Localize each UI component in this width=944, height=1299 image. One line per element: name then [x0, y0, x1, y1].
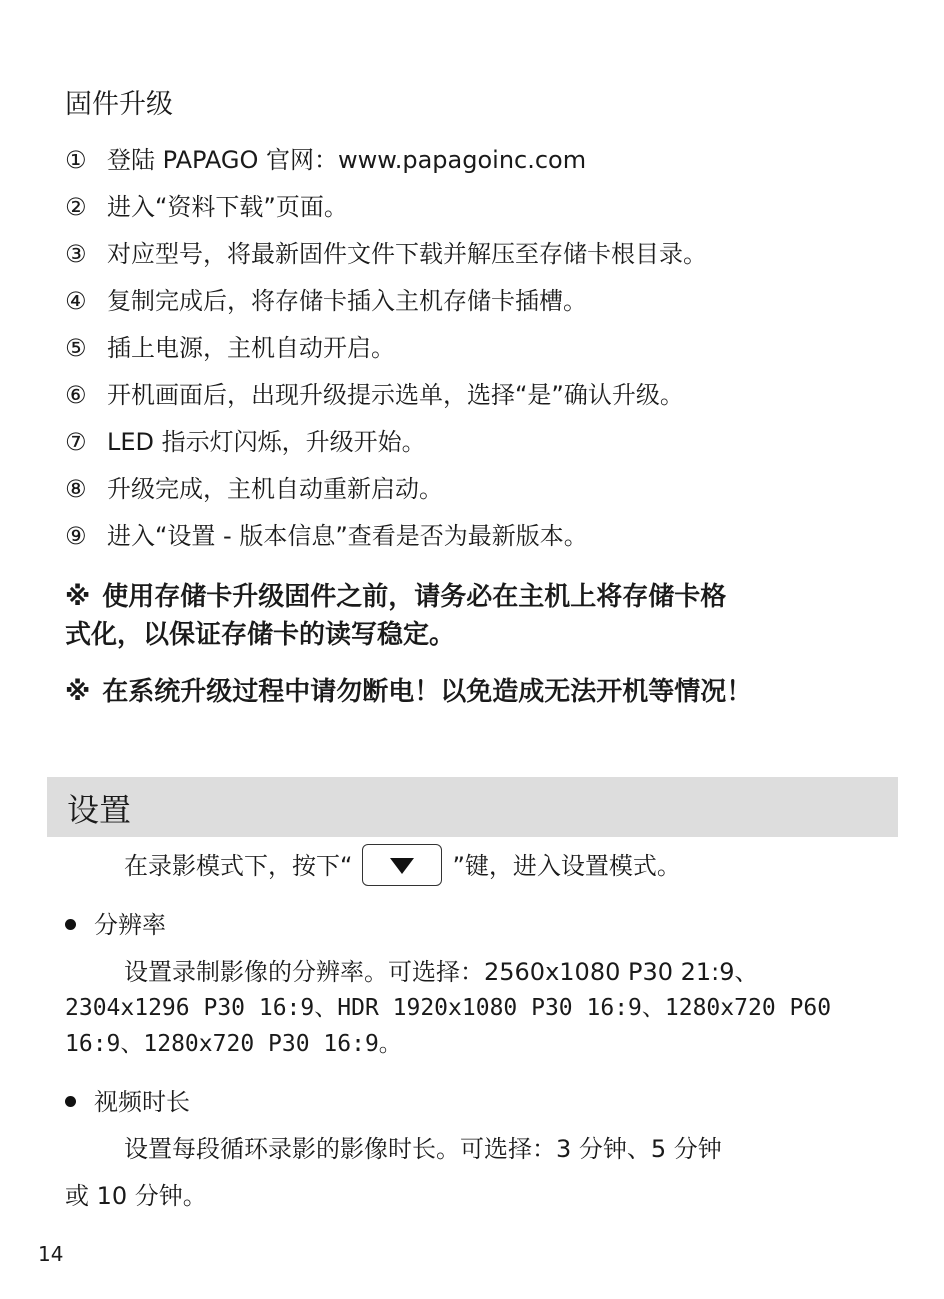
- page-number: 14: [38, 1242, 64, 1266]
- step-number: ⑥: [65, 381, 87, 409]
- step-text: 进入“资料下载”页面。: [107, 193, 348, 221]
- bullet-duration: [65, 1084, 190, 1120]
- note-text: 式化，以保证存储卡的读写稳定。: [65, 620, 456, 650]
- resolution-desc-line1: [124, 955, 759, 989]
- intro-text: ”键，进入设置模式。: [452, 852, 681, 880]
- step-number: ①: [65, 146, 87, 174]
- step-1: [65, 143, 586, 177]
- section-title-firmware-upgrade: 固件升级: [65, 89, 173, 120]
- step-text: 复制完成后，将存储卡插入主机存储卡插槽。: [107, 287, 587, 315]
- step-8: [65, 472, 443, 506]
- desc-text: 设置录制影像的分辨率。可选择：2560x1080 P30 21:9、: [124, 958, 759, 986]
- duration-desc-line2: 或 10 分钟。: [65, 1182, 207, 1210]
- step-text: 插上电源，主机自动开启。: [107, 334, 395, 362]
- step-number: ②: [65, 193, 87, 221]
- step-number: ⑧: [65, 475, 87, 503]
- step-text: 登陆 PAPAGO 官网：www.papagoinc.com: [107, 146, 587, 174]
- step-3: [65, 237, 707, 271]
- note-mark: ※: [65, 677, 91, 707]
- step-number: ⑤: [65, 334, 87, 362]
- note-text: 使用存储卡升级固件之前，请务必在主机上将存储卡格: [102, 582, 727, 612]
- intro-text: 在录影模式下，按下“: [124, 852, 353, 880]
- note-text: 在系统升级过程中请勿断电！以免造成无法开机等情况！: [102, 677, 753, 707]
- section-title-settings: 设置: [67, 791, 132, 829]
- step-number: ⑦: [65, 428, 87, 456]
- step-4: [65, 284, 587, 318]
- down-triangle-icon: [390, 858, 414, 874]
- settings-intro: [124, 844, 681, 888]
- step-number: ③: [65, 240, 87, 268]
- warning-note-format: [65, 578, 726, 654]
- note-mark: ※: [65, 582, 91, 612]
- step-text: 升级完成，主机自动重新启动。: [107, 475, 443, 503]
- step-number: ⑨: [65, 522, 87, 550]
- step-9: [65, 519, 588, 553]
- step-7: [65, 425, 426, 459]
- step-text: 对应型号，将最新固件文件下载并解压至存储卡根目录。: [107, 240, 707, 268]
- step-2: [65, 190, 348, 224]
- step-text: LED 指示灯闪烁，升级开始。: [107, 428, 426, 456]
- bullet-icon: [65, 1096, 76, 1107]
- step-number: ④: [65, 287, 87, 315]
- resolution-desc-line3: 16:9、1280x720 P30 16:9。: [65, 1031, 402, 1057]
- bullet-resolution: [65, 907, 166, 943]
- section-header-settings: [47, 777, 898, 837]
- down-key: [362, 844, 442, 886]
- resolution-desc-line2: 2304x1296 P30 16:9、HDR 1920x1080 P30 16:9、1280x720 P60: [65, 995, 832, 1021]
- step-5: [65, 331, 395, 365]
- step-6: [65, 378, 684, 412]
- bullet-icon: [65, 919, 76, 930]
- warning-note-power: [65, 673, 752, 711]
- step-text: 开机画面后，出现升级提示选单，选择“是”确认升级。: [107, 381, 684, 409]
- bullet-label: 分辨率: [94, 911, 166, 939]
- step-text: 进入“设置 - 版本信息”查看是否为最新版本。: [107, 522, 588, 550]
- bullet-label: 视频时长: [94, 1088, 190, 1116]
- duration-desc-line1: 设置每段循环录影的影像时长。可选择：3 分钟、5 分钟: [124, 1135, 722, 1163]
